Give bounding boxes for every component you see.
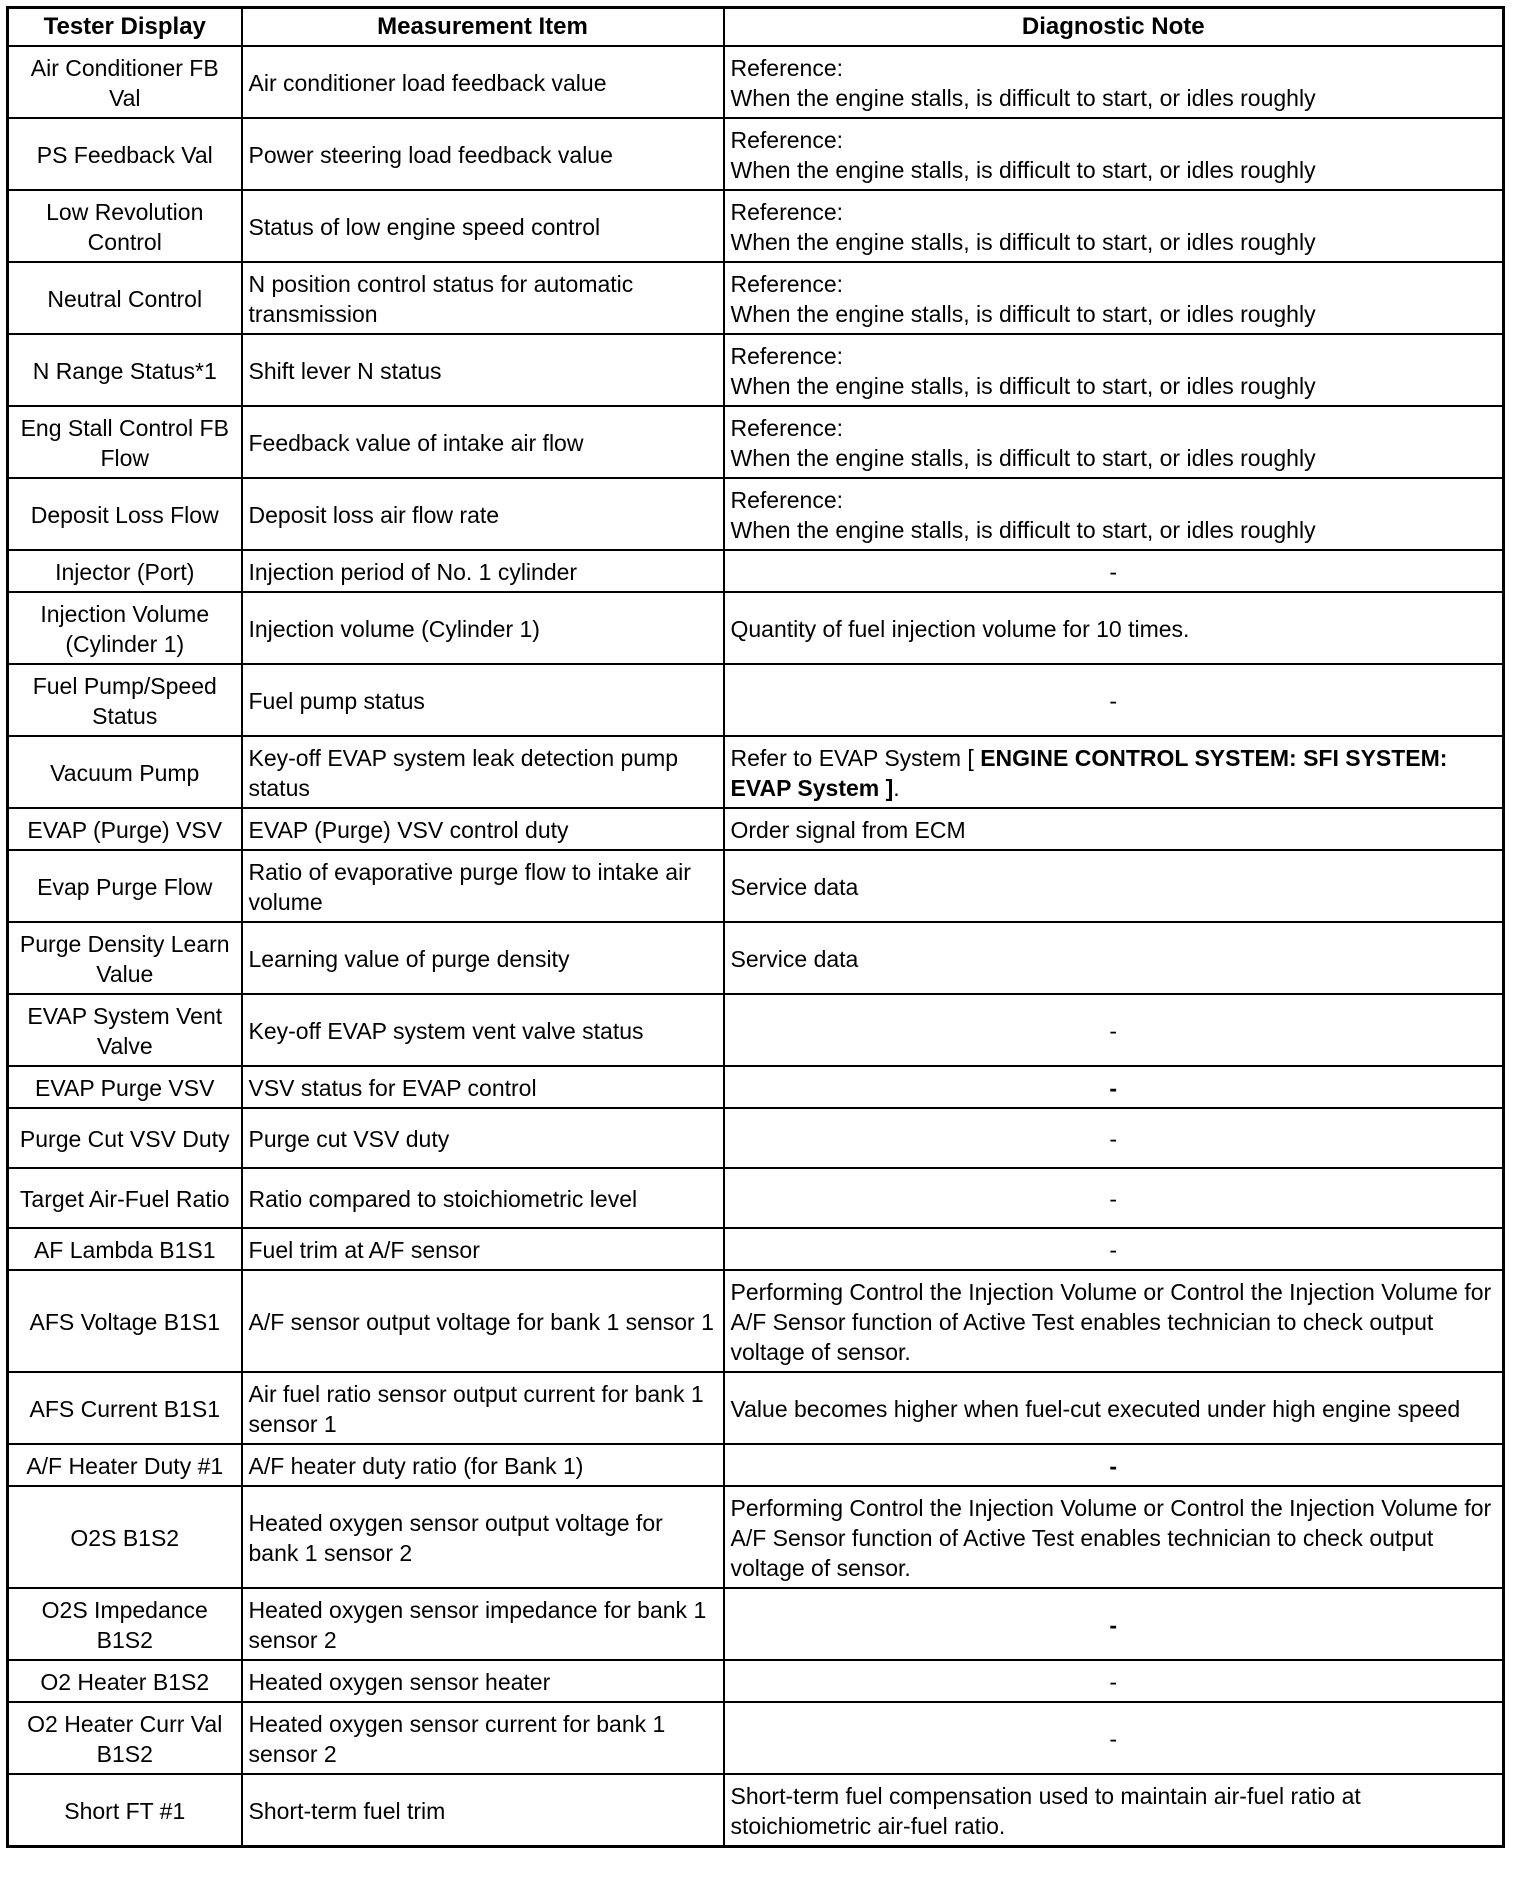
note-line: When the engine stalls, is difficult to start, or idles roughly xyxy=(730,300,1316,327)
diagnostic-note-cell: - xyxy=(724,1444,1504,1486)
note-line: When the engine stalls, is difficult to start, or idles roughly xyxy=(730,444,1316,471)
measurement-item-cell: Key-off EVAP system vent valve status xyxy=(242,994,724,1066)
tester-display-cell: Vacuum Pump xyxy=(8,736,242,808)
diagnostic-note-cell: Short-term fuel compensation used to maintain air-fuel ratio at stoichiometric air-fuel ratio. xyxy=(724,1774,1504,1847)
table-row xyxy=(8,334,1504,406)
header-tester-display: Tester Display xyxy=(8,8,242,46)
diagnostic-note-cell: - xyxy=(724,994,1504,1066)
tester-display-cell: Purge Cut VSV Duty xyxy=(8,1108,242,1168)
measurement-item-cell: Feedback value of intake air flow xyxy=(242,406,724,478)
measurement-item-cell: Ratio compared to stoichiometric level xyxy=(242,1168,724,1228)
measurement-item-cell: A/F sensor output voltage for bank 1 sensor 1 xyxy=(242,1270,724,1372)
table-row xyxy=(8,118,1504,190)
tester-display-cell: Neutral Control xyxy=(8,262,242,334)
note-line: Reference: xyxy=(730,198,844,225)
tester-display-cell: Evap Purge Flow xyxy=(8,850,242,922)
diagnostic-note-cell xyxy=(724,190,1504,262)
tester-display-cell: Purge Density Learn Value xyxy=(8,922,242,994)
table-row xyxy=(8,808,1504,850)
diagnostic-note-cell: - xyxy=(724,1108,1504,1168)
measurement-item-cell: Fuel pump status xyxy=(242,664,724,736)
table-row xyxy=(8,1774,1504,1847)
diagnostic-note-cell: Order signal from ECM xyxy=(724,808,1504,850)
diagnostic-note-cell xyxy=(724,334,1504,406)
measurement-item-cell: Injection period of No. 1 cylinder xyxy=(242,550,724,592)
tester-display-cell: O2 Heater Curr Val B1S2 xyxy=(8,1702,242,1774)
table-row xyxy=(8,1702,1504,1774)
measurement-item-cell: Status of low engine speed control xyxy=(242,190,724,262)
tester-display-cell: O2 Heater B1S2 xyxy=(8,1660,242,1702)
table-row xyxy=(8,1066,1504,1108)
diagnostic-note-cell: - xyxy=(724,1168,1504,1228)
measurement-item-cell: Heated oxygen sensor heater xyxy=(242,1660,724,1702)
tester-display-cell: Target Air-Fuel Ratio xyxy=(8,1168,242,1228)
table-row xyxy=(8,478,1504,550)
note-text: . xyxy=(893,774,900,801)
measurement-item-cell: N position control status for automatic transmission xyxy=(242,262,724,334)
tester-display-cell: N Range Status*1 xyxy=(8,334,242,406)
note-text: Refer to EVAP System [ xyxy=(730,744,981,771)
tester-display-cell: AFS Voltage B1S1 xyxy=(8,1270,242,1372)
note-line: Reference: xyxy=(730,270,844,297)
measurement-item-cell: Purge cut VSV duty xyxy=(242,1108,724,1168)
diagnostic-note-cell: - xyxy=(724,1228,1504,1270)
measurement-item-cell: Fuel trim at A/F sensor xyxy=(242,1228,724,1270)
note-line: When the engine stalls, is difficult to start, or idles roughly xyxy=(730,228,1316,255)
tester-display-cell: Injector (Port) xyxy=(8,550,242,592)
table-row xyxy=(8,592,1504,664)
table-row xyxy=(8,190,1504,262)
table-row xyxy=(8,922,1504,994)
diagnostic-note-cell: - xyxy=(724,1660,1504,1702)
diagnostic-note-cell: - xyxy=(724,664,1504,736)
tester-display-cell: Low Revolution Control xyxy=(8,190,242,262)
diagnostic-note-cell: Service data xyxy=(724,850,1504,922)
table-row xyxy=(8,850,1504,922)
diagnostic-note-cell xyxy=(724,478,1504,550)
measurement-item-cell: Air conditioner load feedback value xyxy=(242,46,724,118)
diagnostic-note-cell: Performing Control the Injection Volume or Control the Injection Volume for A/F Sensor function of Active Test enables technician to check output voltage of sensor. xyxy=(724,1270,1504,1372)
measurement-item-cell: Key-off EVAP system leak detection pump status xyxy=(242,736,724,808)
note-line: Reference: xyxy=(730,414,844,441)
table-row xyxy=(8,262,1504,334)
measurement-item-cell: A/F heater duty ratio (for Bank 1) xyxy=(242,1444,724,1486)
measurement-item-cell: Heated oxygen sensor output voltage for bank 1 sensor 2 xyxy=(242,1486,724,1588)
note-line: Reference: xyxy=(730,486,844,513)
header-measurement-item: Measurement Item xyxy=(242,8,724,46)
note-line: When the engine stalls, is difficult to start, or idles roughly xyxy=(730,372,1316,399)
table-row xyxy=(8,1588,1504,1660)
data-list-table xyxy=(6,6,1505,1848)
diagnostic-note-cell: - xyxy=(724,1066,1504,1108)
tester-display-cell: Deposit Loss Flow xyxy=(8,478,242,550)
note-line: When the engine stalls, is difficult to start, or idles roughly xyxy=(730,516,1316,543)
tester-display-cell: EVAP (Purge) VSV xyxy=(8,808,242,850)
table-row xyxy=(8,1486,1504,1588)
header-row xyxy=(8,8,1504,46)
measurement-item-cell: Power steering load feedback value xyxy=(242,118,724,190)
tester-display-cell: A/F Heater Duty #1 xyxy=(8,1444,242,1486)
table-row xyxy=(8,1108,1504,1168)
note-line: When the engine stalls, is difficult to start, or idles roughly xyxy=(730,84,1316,111)
tester-display-cell: Eng Stall Control FB Flow xyxy=(8,406,242,478)
tester-display-cell: EVAP Purge VSV xyxy=(8,1066,242,1108)
diagnostic-note-cell: Quantity of fuel injection volume for 10 times. xyxy=(724,592,1504,664)
measurement-item-cell: Learning value of purge density xyxy=(242,922,724,994)
diagnostic-note-cell: - xyxy=(724,550,1504,592)
measurement-item-cell: EVAP (Purge) VSV control duty xyxy=(242,808,724,850)
tester-display-cell: PS Feedback Val xyxy=(8,118,242,190)
diagnostic-note-cell: - xyxy=(724,1588,1504,1660)
diagnostic-note-cell xyxy=(724,118,1504,190)
table-row xyxy=(8,736,1504,808)
measurement-item-cell: Injection volume (Cylinder 1) xyxy=(242,592,724,664)
measurement-item-cell: Heated oxygen sensor impedance for bank 1 sensor 2 xyxy=(242,1588,724,1660)
tester-display-cell: AFS Current B1S1 xyxy=(8,1372,242,1444)
table-row xyxy=(8,1444,1504,1486)
table-row xyxy=(8,46,1504,118)
tester-display-cell: AF Lambda B1S1 xyxy=(8,1228,242,1270)
diagnostic-note-cell: Service data xyxy=(724,922,1504,994)
diagnostic-note-cell xyxy=(724,46,1504,118)
table-row xyxy=(8,406,1504,478)
tester-display-cell: Fuel Pump/Speed Status xyxy=(8,664,242,736)
document-sheet xyxy=(6,6,1502,1848)
measurement-item-cell: Short-term fuel trim xyxy=(242,1774,724,1847)
diagnostic-note-cell xyxy=(724,736,1504,808)
note-line: Reference: xyxy=(730,342,844,369)
measurement-item-cell: Heated oxygen sensor current for bank 1 sensor 2 xyxy=(242,1702,724,1774)
measurement-item-cell: VSV status for EVAP control xyxy=(242,1066,724,1108)
table-row xyxy=(8,1372,1504,1444)
table-row xyxy=(8,1660,1504,1702)
reference-link[interactable]: ENGINE CONTROL SYSTEM: SFI SYSTEM: EVAP System ] xyxy=(730,744,1448,801)
diagnostic-note-cell: - xyxy=(724,1702,1504,1774)
note-line: When the engine stalls, is difficult to start, or idles roughly xyxy=(730,156,1316,183)
tester-display-cell: Air Conditioner FB Val xyxy=(8,46,242,118)
measurement-item-cell: Shift lever N status xyxy=(242,334,724,406)
table-row xyxy=(8,1270,1504,1372)
note-line: Reference: xyxy=(730,126,844,153)
diagnostic-note-cell: Value becomes higher when fuel-cut executed under high engine speed xyxy=(724,1372,1504,1444)
diagnostic-note-cell: Performing Control the Injection Volume or Control the Injection Volume for A/F Sensor function of Active Test enables technician to check output voltage of sensor. xyxy=(724,1486,1504,1588)
table-row xyxy=(8,550,1504,592)
tester-display-cell: O2S B1S2 xyxy=(8,1486,242,1588)
table-row xyxy=(8,994,1504,1066)
table-row xyxy=(8,1228,1504,1270)
measurement-item-cell: Air fuel ratio sensor output current for bank 1 sensor 1 xyxy=(242,1372,724,1444)
diagnostic-note-cell xyxy=(724,406,1504,478)
tester-display-cell: EVAP System Vent Valve xyxy=(8,994,242,1066)
tester-display-cell: Short FT #1 xyxy=(8,1774,242,1847)
tester-display-cell: O2S Impedance B1S2 xyxy=(8,1588,242,1660)
tester-display-cell: Injection Volume (Cylinder 1) xyxy=(8,592,242,664)
table-row xyxy=(8,664,1504,736)
diagnostic-note-cell xyxy=(724,262,1504,334)
measurement-item-cell: Ratio of evaporative purge flow to intake air volume xyxy=(242,850,724,922)
table-row xyxy=(8,1168,1504,1228)
note-line: Reference: xyxy=(730,54,844,81)
measurement-item-cell: Deposit loss air flow rate xyxy=(242,478,724,550)
header-diagnostic-note: Diagnostic Note xyxy=(724,8,1504,46)
